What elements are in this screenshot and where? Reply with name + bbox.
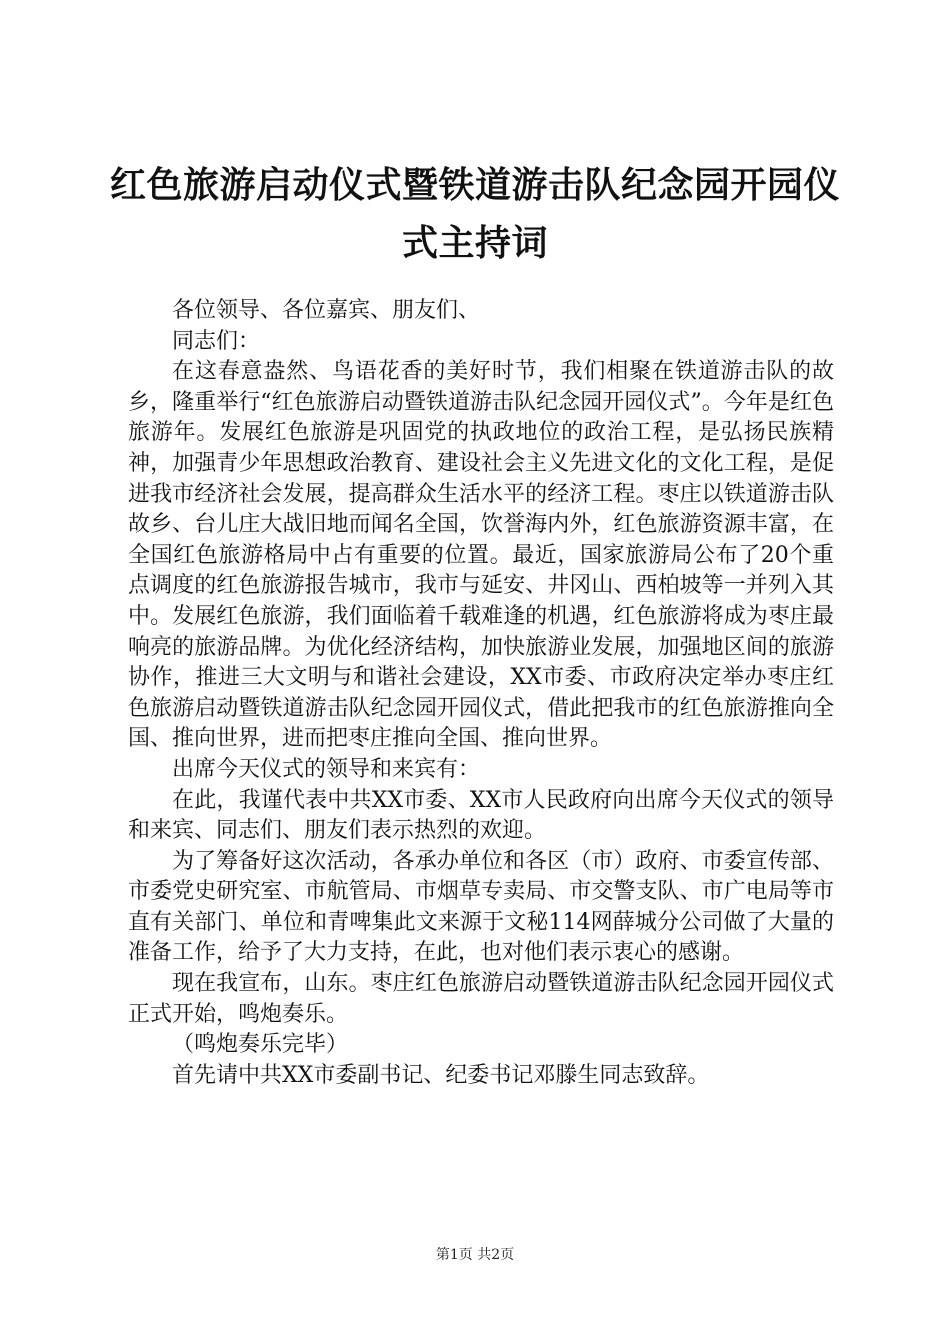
- page-number: 第1页 共2页: [435, 1247, 515, 1263]
- body-paragraph: 为了筹备好这次活动，各承办单位和各区（市）政府、市委宣传部、市委党史研究室、市航管局、市烟草专卖局、市交警支队、市广电局等市直有关部门、单位和青啤集此文来源于文秘114网薛城分公司做了大量的准备工作，给予了大力支持，在此，也对他们表示衷心的感谢。: [128, 848, 834, 966]
- document-title: 红色旅游启动仪式暨铁道游击队纪念园开园仪式主持词: [109, 165, 840, 264]
- body-paragraph: 在这春意盎然、鸟语花香的美好时节，我们相聚在铁道游击队的故乡，隆重举行“红色旅游启动暨铁道游击队纪念园开园仪式”。今年是红色旅游年。发展红色旅游是巩固党的执政地位的政治工程，是弘扬民族精神，加强青少年思想政治教育、建设社会主义先进文化的文化工程，是促进我市经济社会发展，提高群众生活水平的经济工程。枣庄以铁道游击队故乡、台儿庄大战旧地而闻名全国，饮誉海内外，红色旅游资源丰富，在全国红色旅游格局中占有重要的位置。最近，国家旅游局公布了20个重点调度的红色旅游报告城市，我市与延安、井冈山、西柏坡等一并列入其中。发展红色旅游，我们面临着千载难逢的机遇，红色旅游将成为枣庄最响亮的旅游品牌。为优化经济结构，加快旅游业发展，加强地区间的旅游协作，推进三大文明与和谐社会建设，XX市委、市政府决定举办枣庄红色旅游启动暨铁道游击队纪念园开园仪式，借此把我市的红色旅游推向全国、推向世界，进而把枣庄推向全国、推向世界。: [128, 359, 834, 752]
- body-paragraph: 现在我宣布，山东。枣庄红色旅游启动暨铁道游击队纪念园开园仪式正式开始，鸣炮奏乐。: [128, 971, 834, 1027]
- greeting-line: 各位领导、各位嘉宾、朋友们、: [172, 298, 481, 323]
- body-paragraph: 出席今天仪式的领导和来宾有：: [172, 756, 481, 782]
- greeting-line: 同志们：: [172, 328, 261, 354]
- body-paragraph: 首先请中共XX市委副书记、纪委书记邓滕生同志致辞。: [172, 1062, 710, 1088]
- stage-direction: （鸣炮奏乐完毕）: [172, 1032, 349, 1058]
- document-body: [128, 296, 834, 1091]
- body-paragraph: 在此，我谨代表中共XX市委、XX市人民政府向出席今天仪式的领导和来宾、同志们、朋友们表示热烈的欢迎。: [128, 787, 834, 844]
